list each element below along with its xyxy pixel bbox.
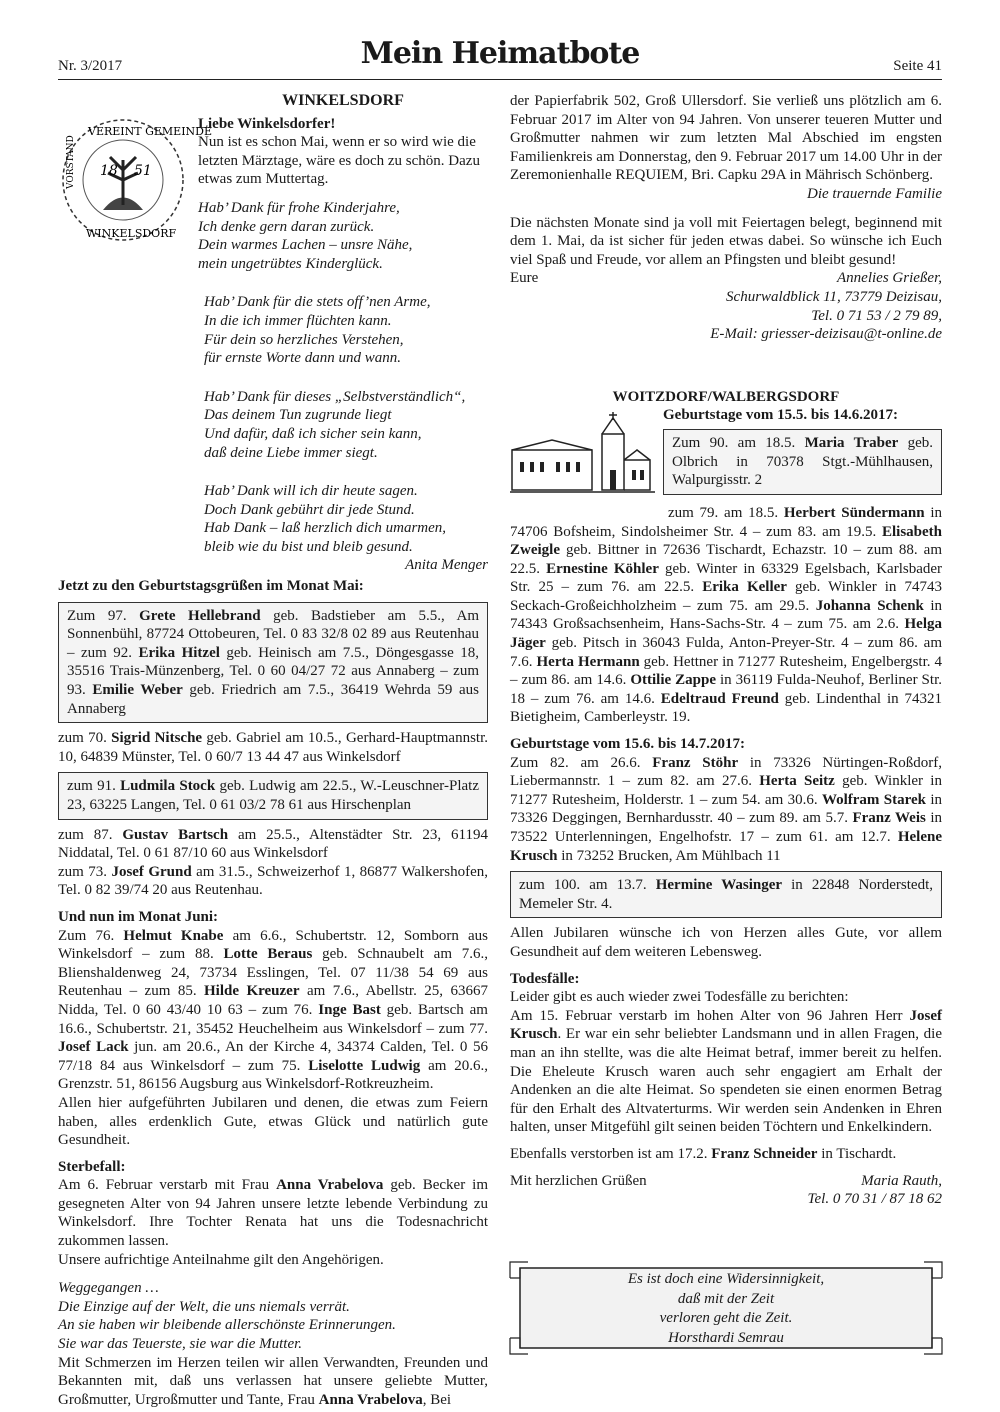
- birthday-may-nitsche: zum 70. Sigrid Nitsche geb. Gabriel am 10.5., Gerhard-Hauptmannstr. 10, 64839 Münster, Tel. 0 60/7 13 44 47 aus Winkelsdorf: [58, 730, 488, 765]
- birthday-box-may-1: Zum 97. Grete Hellebrand geb. Badstieber am 5.5., Am Sonnenbühl, 87724 Ottobeuren, Tel. 0 83 32/8 02 89 aus Reutenhau – zum 92. Erika Hitzel geb. Heinisch am 7.5., Döngesgasse 18, 35516 Trais-Münzenberg, Tel. 0 60 04/27 72 aus Annaberg – zum 93. Emilie Weber geb. Friedrich am 7.5., 36419 Wehrda 59 aus Annaberg: [58, 602, 488, 724]
- poem-stanza-4: Hab’ Dank will ich dir heute sagen. Doch Dank gebührt dir jede Stund. Hab Dank – laß herzlich dich umarmen, bleib wie du bist und bleib gesund.: [204, 483, 447, 555]
- person-name: Josef Grund: [111, 863, 192, 880]
- death-krusch: Am 15. Februar verstarb im hohen Alter von 96 Jahren Herr Josef Krusch. Er war ein sehr beliebter Landsmann und in allen Fragen, die man an ihn stellte, was die alte Heimat betraf, immer bereit zu helfen. Die Eheleute Krusch waren auch sehr engagiert am Erhalt der Andenken an die alte Heimat. So spendeten sie einen enormen Betrag für den Erhalt des Altvaterturms. Wir werden sein Andenken in Ehren halten, unser Mitgefühl gilt seinen beiden Töchtern und Enkelkindern.: [510, 1007, 942, 1136]
- person-name: Grete Hellebrand: [139, 607, 261, 624]
- weggegangen-verse: Weggegangen … Die Einzige auf der Welt, die uns niemals verrät. An sie haben wir bleibende allerschönste Erinnerungen. Sie war das Teuerste, sie war die Mutter.: [58, 1280, 396, 1353]
- person-name: Josef Lack: [58, 1039, 129, 1056]
- person-name: Herta Hermann: [536, 653, 640, 670]
- person-name: Maria Traber: [804, 434, 899, 451]
- poem-author: Anita Menger: [405, 557, 488, 574]
- person-name: Sigrid Nitsche: [111, 730, 203, 747]
- person-name: Liselotte Ludwig: [308, 1057, 421, 1074]
- left-column: [58, 92, 488, 1409]
- death-heading: Sterbefall:: [58, 1158, 126, 1175]
- person-name: Anna Vrabelova: [318, 1391, 423, 1408]
- person-name: Johanna Schenk: [815, 597, 924, 614]
- person-name: Erika Hitzel: [138, 644, 220, 661]
- quote-line-2: daß mit der Zeit: [677, 1290, 775, 1307]
- winkelsdorf-seal-image: [58, 115, 213, 274]
- quote-line-3: verloren geht die Zeit.: [659, 1310, 793, 1326]
- author-phone: Tel. 0 71 53 / 2 79 89,: [811, 307, 942, 324]
- obituary-continued: der Papierfabrik 502, Groß Ullersdorf. Sie verließ uns plötzlich am 6. Februar 2017 im Alter von 94 Jahren. Von unserer teueren Mutter und Großmutter nahmen wir zum letzten Mal Abschied im engsten Familienkreis am Donnerstag, den 9. Februar 2017 um 14.00 Uhr in der Zeremonienhalle REQUIEM, Bri. Capku 29A in Mährisch Schönberg.: [510, 93, 942, 184]
- person-name: Helene Krusch: [510, 829, 942, 864]
- section-title-winkelsdorf: WINKELSDORF: [282, 92, 404, 109]
- person-name: Ernestine Köhler: [546, 560, 659, 577]
- person-name: Ottilie Zappe: [630, 672, 716, 689]
- jubilee-wish: Allen Jubilaren wünsche ich von Herzen alles Gute, vor allem Gesundheit auf dem weiteren Lebensweg.: [510, 925, 942, 960]
- june-heading: Und nun im Monat Juni:: [58, 908, 219, 925]
- person-name: Herbert Sündermann: [783, 504, 925, 521]
- birthday-june-list: Zum 76. Helmut Knabe am 6.6., Schubertstr. 12, Somborn aus Winkelsdorf – zum 88. Lotte Beraus geb. Schnaubelt am 7.6., Blienshaldenweg 24, 73734 Esslingen, Tel. 07 11/38 54 69 aus Reutenhau – zum 85. Hilde Kreuzer am 7.6., Abellstr. 25, 63667 Nidda, Tel. 0 60 43/40 10 63 – zum 76. Inge Bast geb. Bartsch am 16.6., Schubertstr. 21, 35452 Heuchelheim aus Winkelsdorf – zum 77. Josef Lack jun. am 20.6., An der Kirche 4, 34374 Calden, Tel. 0 56 77/18 84 aus Winkelsdorf – zum 75. Liselotte Ludwig am 20.6., Grenzstr. 51, 86156 Augsburg aus Winkelsdorf-Rotkreuzheim.: [58, 927, 489, 1093]
- june-closing: Allen hier aufgeführten Jubilaren und denen, die etwas zum Feiern haben, alles erdenklich Gute, etwas Glück und natürlich gute Gesundheit.: [58, 1094, 488, 1149]
- person-name: Edeltraud Freund: [660, 690, 779, 707]
- person-name: Hilde Kreuzer: [204, 983, 300, 1000]
- closing-greeting: Mit herzlichen Grüßen: [510, 1172, 647, 1189]
- person-name: Josef Krusch: [510, 1007, 942, 1043]
- right-column: [510, 92, 942, 1209]
- deaths-heading: Todesfälle:: [510, 970, 580, 987]
- person-name: Ludmila Stock: [120, 778, 216, 795]
- death-notice: Am 6. Februar verstarb mit Frau Anna Vrabelova geb. Becker im gesegneten Alter von 94 Jahren unsere letzte lebende Verbindung zu Winkelsdorf. Ihre Tochter Renata hat uns die Todesnachricht zukommen lassen.: [58, 1177, 489, 1250]
- author-name: Annelies Grießer,: [837, 270, 942, 287]
- page-number: Seite 41: [893, 58, 942, 74]
- intro-text: Nun ist es schon Mai, wenn er so wird wie die letzten Märztage, wäre es doch zu schön. Dazu etwas zum Muttertag.: [198, 134, 480, 188]
- quote-line-1: Es ist doch eine Widersinnigkeit,: [627, 1271, 825, 1287]
- person-name: Franz Stöhr: [652, 754, 739, 771]
- quote-author: Horsthardi Semrau: [668, 1329, 784, 1346]
- poem-stanza-3: Hab’ Dank für dieses „Selbstverständlich“, Das deinem Tun zugrunde liegt Und dafür, daß ich sicher sein kann, daß deine Liebe immer siegt.: [204, 388, 466, 461]
- birthday-box-wasinger: zum 100. am 13.7. Hermine Wasinger in 22848 Norderstedt, Memeler Str. 4.: [510, 871, 942, 918]
- greeting: Liebe Winkelsdorfer!: [198, 115, 336, 132]
- church-illustration: [510, 412, 655, 500]
- person-name: Emilie Weber: [92, 682, 183, 699]
- birthday-range-1: Geburtstage vom 15.5. bis 14.6.2017:: [663, 407, 898, 424]
- birthday-box-traber: Zum 90. am 18.5. Maria Traber geb. Olbrich in 70378 Stgt.-Mühlhausen, Walpurgisstr. 2: [663, 429, 942, 495]
- person-name: Gustav Bartsch: [122, 826, 229, 843]
- person-name: Elisabeth Zweigle: [510, 523, 942, 559]
- author-email: E-Mail: griesser-deizisau@t-online.de: [710, 326, 942, 343]
- person-name: Herta Seitz: [759, 773, 835, 790]
- seal-number-left: 18: [100, 162, 118, 179]
- masthead-logo: Mein Heimatbote: [360, 36, 640, 71]
- may-heading: Jetzt zu den Geburtstagsgrüßen im Monat Mai:: [58, 578, 364, 595]
- birthday-list-2: Zum 82. am 26.6. Franz Stöhr in 73326 Nürtingen-Roßdorf, Liebermannstr. 1 – zum 82. am 27.6. Herta Seitz geb. Winkler in 71277 Rutesheim, Holderstr. 1 – zum 54. am 30.6. Wolfram Starek in 73326 Deggingen, Bernhardusstr. 40 – zum 89. am 5.7. Franz Weis in 73522 Unterlenningen, Engelhofstr. 17 – zum 61. am 12.7. Helene Krusch in 73252 Brucken, Am Mühlbach 11: [510, 754, 943, 864]
- person-name: Inge Bast: [318, 1001, 381, 1018]
- deaths-intro: Leider gibt es auch wieder zwei Todesfälle zu berichten:: [510, 989, 849, 1006]
- rauth-name: Maria Rauth,: [861, 1172, 942, 1189]
- seal-number-right: 51: [134, 162, 152, 179]
- closing-eure: Eure: [510, 270, 539, 287]
- person-name: Helga Jäger: [510, 616, 942, 652]
- birthday-may-bartsch: zum 87. Gustav Bartsch am 25.5., Altenstädter Str. 23, 61194 Niddatal, Tel. 0 61 87/10 60 aus Winkelsdorf: [58, 826, 488, 862]
- person-name: Anna Vrabelova: [276, 1177, 384, 1194]
- person-name: Wolfram Starek: [821, 791, 926, 808]
- birthday-range-2: Geburtstage vom 15.6. bis 14.7.2017:: [510, 736, 745, 753]
- obituary-signature: Die trauernde Familie: [807, 185, 942, 202]
- header-rule: [58, 79, 942, 80]
- seal-left-text: VORSTAND: [66, 134, 76, 189]
- person-name: Franz Weis: [852, 810, 926, 827]
- quote-box: [510, 1258, 942, 1358]
- seal-top-text: VEREINT GEMEINDE: [88, 124, 213, 138]
- person-name: Erika Keller: [702, 579, 787, 596]
- death-schneider: Ebenfalls verstorben ist am 17.2. Franz Schneider in Tischardt.: [510, 1145, 897, 1162]
- birthday-list-1: zum 79. am 18.5. Herbert Sündermann in 74706 Bofsheim, Sindolsheimer Str. 4 – zum 83. am 19.5. Elisabeth Zweigle geb. Bittner in 72636 Tischardt, Echazstr. 10 – zum 88. am 22.5. Ernestine Köhler geb. Winter in 63329 Egelsbach, Karlsbader Str. 25 – zum 76. am 22.5. Erika Keller geb. Winkler in 74743 Seckach-Großeichholzheim – zum 75. am 29.5. Johanna Schenk in 74343 Großsachsenheim, Hans-Sachs-Str. 4 – zum 75. am 2.6. Helga Jäger geb. Pitsch in 36043 Fulda, Anton-Preyer-Str. 4 – zum 86. am 7.6. Herta Hermann geb. Hettner in 71277 Rutesheim, Engelbergstr. 4 – zum 86. am 14.6. Ottilie Zappe in 36119 Fulda-Neuhof, Berliner Str. 18 – zum 76. am 14.6. Edeltraud Freund geb. Lindenthal in 74321 Bietigheim, Camberleystr. 19.: [510, 504, 943, 726]
- seal-bottom-text: WINKELSDORF: [86, 226, 177, 240]
- person-name: Hermine Wasinger: [655, 877, 783, 894]
- person-name: Lotte Beraus: [223, 946, 313, 963]
- birthday-may-grund: zum 73. Josef Grund am 31.5., Schweizerhof 1, 86877 Walkershofen, Tel. 0 82 39/74 20 aus Reutenhau.: [58, 863, 488, 899]
- condolence: Unsere aufrichtige Anteilnahme gilt den Angehörigen.: [58, 1251, 384, 1268]
- rauth-signature-block: [510, 1172, 942, 1209]
- author-address: Schurwaldblick 11, 73779 Deizisau,: [726, 288, 942, 305]
- section-title-woitzdorf: WOITZDORF/WALBERGSDORF: [612, 388, 840, 405]
- author-signature-block: [510, 269, 942, 343]
- person-name: Helmut Knabe: [123, 927, 224, 944]
- rauth-phone: Tel. 0 70 31 / 87 18 62: [807, 1191, 942, 1208]
- obituary-notice: Mit Schmerzen im Herzen teilen wir allen Verwandten, Freunden und Bekannten mit, daß uns verlassen hat unsere geliebte Mutter, Großmutter, Urgroßmutter und Tante, Frau Anna Vrabelova, Bei: [58, 1354, 488, 1408]
- closing-wishes: Die nächsten Monate sind ja voll mit Feiertagen belegt, beginnend mit dem 1. Mai, da ist sicher für jeden etwas dabei. So wünsche ich Euch viel Spaß und Freude, vor allem an Pfingsten und bleibt gesund!: [510, 214, 942, 268]
- poem-stanza-1: Hab’ Dank für frohe Kinderjahre, Ich denke gern daran zurück. Dein warmes Lachen – unsre Nähe, mein ungetrübtes Kinderglück.: [198, 199, 413, 272]
- birthday-box-may-2: zum 91. Ludmila Stock geb. Ludwig am 22.5., W.-Leuschner-Platz 23, 63225 Langen, Tel. 0 61 03/2 78 61 aus Hirschenplan: [58, 772, 488, 819]
- person-name: Franz Schneider: [711, 1145, 818, 1162]
- issue-number: Nr. 3/2017: [58, 58, 123, 74]
- poem-stanza-2: Hab’ Dank für die stets off’nen Arme, In die ich immer flüchten kann. Für dein so herzliches Verstehen, für ernste Worte dann und wann.: [204, 294, 431, 367]
